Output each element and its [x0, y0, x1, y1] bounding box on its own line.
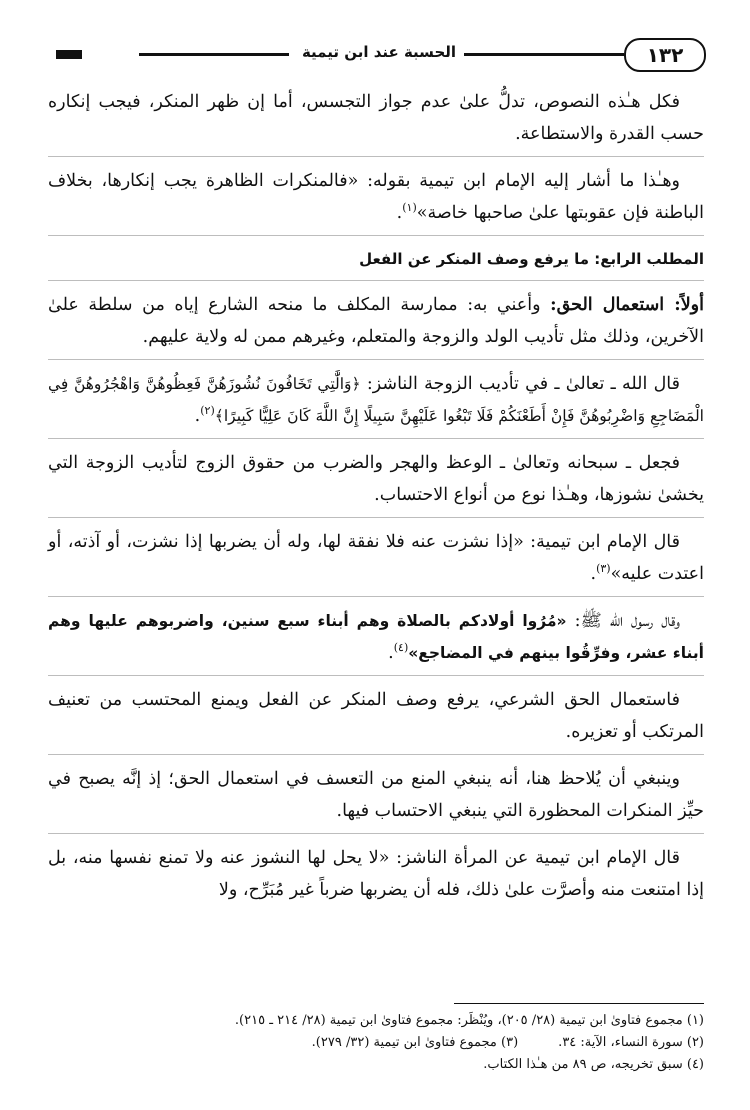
footnote-row — [48, 1032, 704, 1054]
paragraph-4-text: قال الله ـ تعالىٰ ـ في تأديب الزوجة الناشز: — [360, 374, 680, 394]
footnotes — [48, 1010, 704, 1076]
paragraph-3 — [48, 289, 704, 353]
footnote-4: (٤) سبق تخريجه، ص ٨٩ من هـٰذا الكتاب. — [483, 1057, 704, 1072]
paragraph-2-text: وهـٰذا ما أشار إليه الإمام ابن تيمية بقوله: «فالمنكرات الظاهرة يجب إنكارها، بخلاف الباطنة فإن عقوبتها علىٰ صاحبها خاصة» — [48, 171, 704, 223]
paragraph-divider — [48, 359, 704, 360]
paragraph-4 — [48, 368, 704, 432]
paragraph-divider — [48, 438, 704, 439]
hadith-quote: «مُرُوا أولادكم بالصلاة وهم أبناء سبع سنين، واضربوهم عليها وهم أبناء عشر، وفرِّقُوا بينهم في المضاجع» — [48, 612, 704, 662]
paragraph-9: وينبغي أن يُلاحظ هنا، أنه ينبغي المنع من التعسف في استعمال الحق؛ إذ إنَّه يصبح في حيِّز المنكرات المحظورة التي ينبغي الاحتساب فيها. — [48, 769, 704, 821]
footnote-ref-3: (٣) — [596, 562, 611, 576]
paragraph-6-text: قال الإمام ابن تيمية: «إذا نشزت عنه فلا نفقة لها، وله أن يضربها إذا نشزت، أو آذته، أو اعتدت عليه» — [48, 532, 704, 584]
header-rule-left — [139, 53, 289, 56]
footnote-ref-4: (٤) — [393, 641, 409, 655]
paragraph-1: فكل هـٰذه النصوص، تدلُّ علىٰ عدم جواز التجسس، أما إن ظهر المنكر، فيجب إنكاره حسب القدرة والاستطاعة. — [48, 92, 704, 144]
paragraph-5: فجعل ـ سبحانه وتعالىٰ ـ الوعظ والهجر والضرب من حقوق الزوج لتأديب الزوجة التي يخشىٰ نشوزها، وهـٰذا نوع من أنواع الاحتساب. — [48, 453, 704, 505]
footnote-3: (٣) مجموع فتاوىٰ ابن تيمية (٣٢/ ٢٧٩). — [311, 1035, 519, 1050]
paragraph-7-end: . — [388, 643, 394, 663]
paragraph-6 — [48, 526, 704, 590]
footnote-2: (٢) سورة النساء، الآية: ٣٤. — [558, 1035, 704, 1050]
page-body — [48, 86, 704, 906]
paragraph-divider — [48, 675, 704, 676]
paragraph-divider — [48, 517, 704, 518]
page-header — [44, 38, 706, 72]
paragraph-divider — [48, 156, 704, 157]
paragraph-3-text: وأعني به: ممارسة المكلف ما منحه الشارع إياه من سلطة علىٰ الآخرين، وذلك مثل تأديب الولد والزوجة والمتعلم، وغيرهم ممن له ولاية عليهم. — [48, 295, 704, 347]
footnote-ref-1: (١) — [402, 201, 417, 215]
paragraph-4-end: . — [194, 406, 201, 426]
paragraph-divider — [48, 754, 704, 755]
header-end-mark — [56, 50, 82, 59]
paragraph-divider — [48, 596, 704, 597]
footnote-1: (١) مجموع فتاوىٰ ابن تيمية (٢٨/ ٢٠٥)، ويُنْظَر: مجموع فتاوىٰ ابن تيمية (٢٨/ ٢١٤ ـ ٢١٥). — [234, 1013, 704, 1028]
footnote-ref-2: (٢) — [200, 404, 215, 418]
paragraph-7 — [48, 605, 704, 669]
paragraph-2 — [48, 165, 704, 229]
quran-verse: ﴿وَالَّٰتِي تَخَافُونَ نُشُوزَهُنَّ فَعِظُوهُنَّ وَاهْجُرُوهُنَّ فِي الْمَضَاجِعِ وَاضْرِبُوهُنَّ فَإِنْ أَطَعْنَكُمْ فَلَا تَبْغُوا عَلَيْهِنَّ سَبِيلًا إِنَّ اللَّهَ كَانَ عَلِيًّا كَبِيرًا﴾ — [48, 375, 704, 425]
paragraph-divider — [48, 235, 704, 236]
paragraph-8: فاستعمال الحق الشرعي، يرفع وصف المنكر عن الفعل ويمنع المحتسب من تعنيف المرتكب أو تعزيره. — [48, 690, 704, 742]
running-title: الحسبة عند ابن تيمية — [301, 43, 457, 61]
paragraph-7-text: وقال رسول الله ﷺ: — [566, 611, 680, 631]
paragraph-divider — [48, 833, 704, 834]
paragraph-6-end: . — [590, 564, 597, 584]
paragraph-divider — [48, 280, 704, 281]
footnote-rule — [454, 1003, 704, 1004]
page-number: ١٣٢ — [624, 38, 706, 72]
section-heading: المطلب الرابع: ما يرفع وصف المنكر عن الفعل — [359, 250, 704, 268]
paragraph-10: قال الإمام ابن تيمية عن المرأة الناشز: «لا يحل لها النشوز عنه ولا تمنع نفسها منه، بل إذا امتنعت منه وأصرَّت علىٰ ذلك، فله أن يضربها ضرباً غير مُبَرِّح، ولا — [48, 848, 704, 900]
paragraph-3-lead: أولاً: استعمال الحق: — [550, 295, 704, 315]
paragraph-2-end: . — [396, 203, 403, 223]
header-rule-right — [464, 53, 624, 56]
